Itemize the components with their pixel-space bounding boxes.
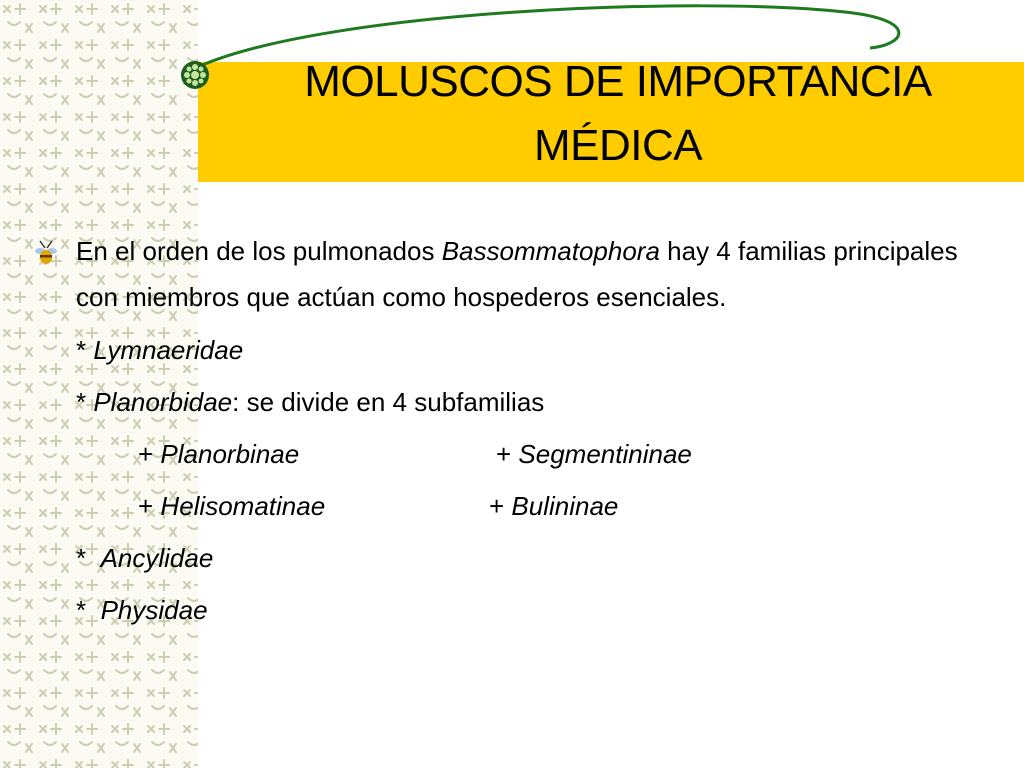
subfamily-name: Segmentininae bbox=[518, 439, 692, 469]
subfamily-row-1 bbox=[76, 428, 1006, 480]
subfamily-name: Planorbinae bbox=[160, 439, 300, 469]
subfamily-col2 bbox=[496, 428, 692, 480]
family-star: * bbox=[76, 543, 101, 573]
subfamily-plus: + bbox=[138, 491, 161, 521]
green-flower-icon bbox=[180, 60, 210, 90]
family-star: * bbox=[76, 595, 101, 625]
family-name: Lymnaeridae bbox=[93, 335, 244, 365]
family-star: * bbox=[76, 387, 94, 417]
family-name: Physidae bbox=[100, 595, 208, 625]
family-item-ancylidae bbox=[76, 532, 1006, 584]
slide-body bbox=[76, 228, 1006, 636]
subfamily-name: Bulininae bbox=[511, 491, 619, 521]
title-line-2: MÉDICA bbox=[533, 121, 703, 170]
intro-text-1: En el orden de los pulmonados bbox=[76, 236, 442, 266]
slide-title bbox=[218, 50, 1018, 178]
bee-icon bbox=[32, 238, 60, 266]
family-star: * bbox=[76, 335, 94, 365]
subfamily-col2 bbox=[489, 480, 618, 532]
subfamily-name: Helisomatinae bbox=[160, 491, 326, 521]
intro-text-2: hay 4 familias principales con miembros que actúan como hospederos esenciales. bbox=[76, 236, 958, 312]
family-name: Ancylidae bbox=[100, 543, 214, 573]
subfamily-plus: + bbox=[138, 439, 161, 469]
subfamily-plus: + bbox=[496, 439, 519, 469]
intro-paragraph bbox=[76, 228, 1006, 320]
family-note: : se divide en 4 subfamilias bbox=[232, 387, 545, 417]
family-item-physidae bbox=[76, 584, 1006, 636]
family-name: Planorbidae bbox=[93, 387, 233, 417]
intro-genus: Bassommatophora bbox=[441, 236, 660, 266]
subfamily-row-2 bbox=[76, 480, 1006, 532]
title-line-1: MOLUSCOS DE IMPORTANCIA bbox=[304, 57, 932, 106]
family-item-planorbidae bbox=[76, 376, 1006, 428]
family-item-lymnaeridae bbox=[76, 324, 1006, 376]
subfamily-plus: + bbox=[489, 491, 512, 521]
